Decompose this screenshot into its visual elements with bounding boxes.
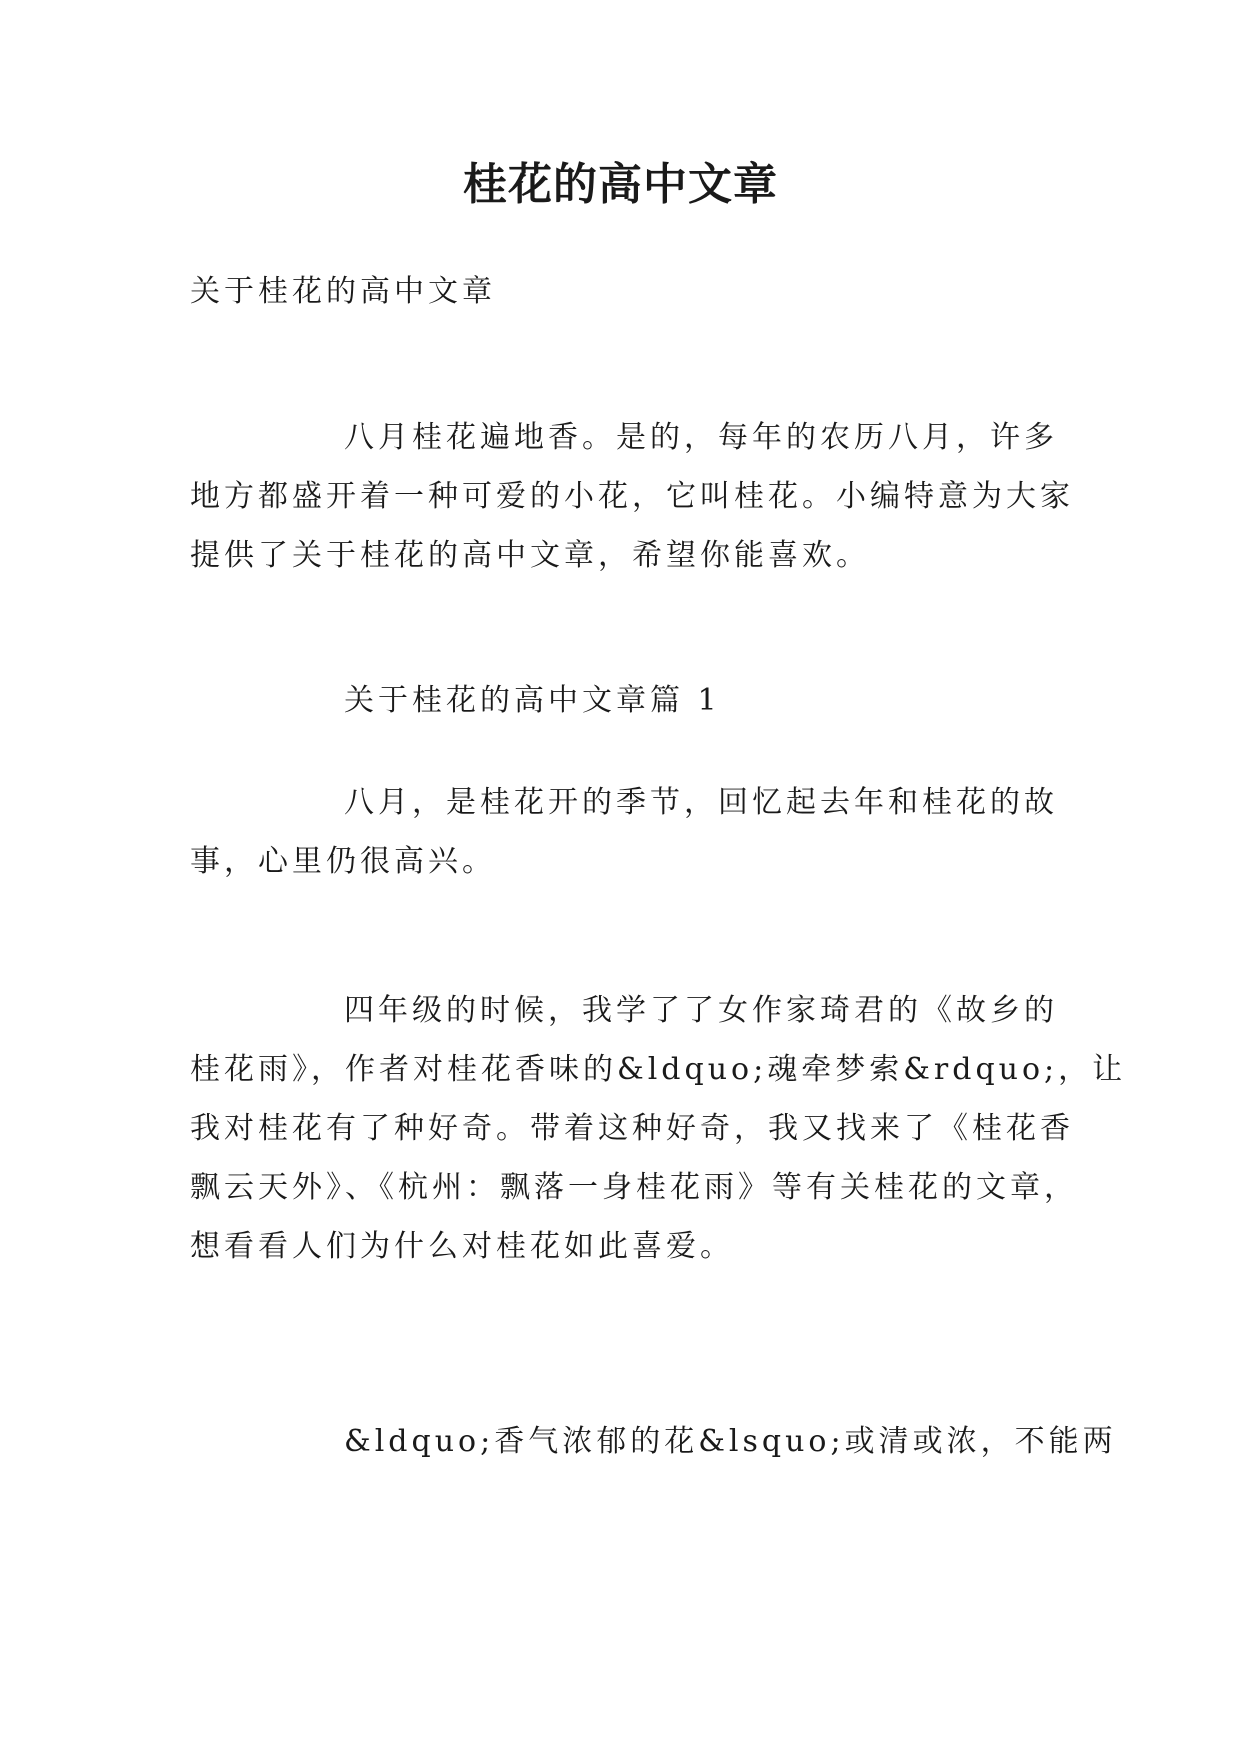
paragraph-line: 想看看人们为什么对桂花如此喜爱。 (190, 1229, 734, 1264)
intro-paragraph (190, 408, 1074, 585)
paragraph-2 (190, 981, 1127, 1276)
section-heading-text: 关于桂花的高中文章篇 1 (344, 683, 721, 718)
paragraph-line: 我对桂花有了种好奇。带着这种好奇，我又找来了《桂花香 (190, 1111, 1074, 1146)
paragraph-line: &ldquo;香气浓郁的花&lsquo;或清或浓，不能两 (344, 1424, 1117, 1459)
paragraph-line: 八月桂花遍地香。是的，每年的农历八月，许多 (344, 420, 1058, 455)
paragraph-line: 飘云天外》、《杭州：飘落一身桂花雨》等有关桂花的文章， (190, 1170, 1078, 1205)
section-heading (190, 671, 1065, 730)
paragraph-1 (190, 773, 1065, 891)
document-title: 桂花的高中文章 (463, 159, 778, 210)
paragraph-line: 四年级的时候，我学了了女作家琦君的《故乡的 (344, 993, 1058, 1028)
paragraph-line: 提供了关于桂花的高中文章，希望你能喜欢。 (190, 538, 870, 573)
document-subtitle (190, 262, 1065, 321)
paragraph-line: 事，心里仍很高兴。 (190, 844, 496, 879)
paragraph-3 (190, 1412, 1117, 1471)
subtitle-text: 关于桂花的高中文章 (190, 274, 496, 309)
paragraph-line: 八月，是桂花开的季节，回忆起去年和桂花的故 (344, 785, 1058, 820)
paragraph-line: 地方都盛开着一种可爱的小花，它叫桂花。小编特意为大家 (190, 479, 1074, 514)
paragraph-line: 桂花雨》，作者对桂花香味的&ldquo;魂牵梦索&rdquo;，让 (190, 1052, 1127, 1087)
